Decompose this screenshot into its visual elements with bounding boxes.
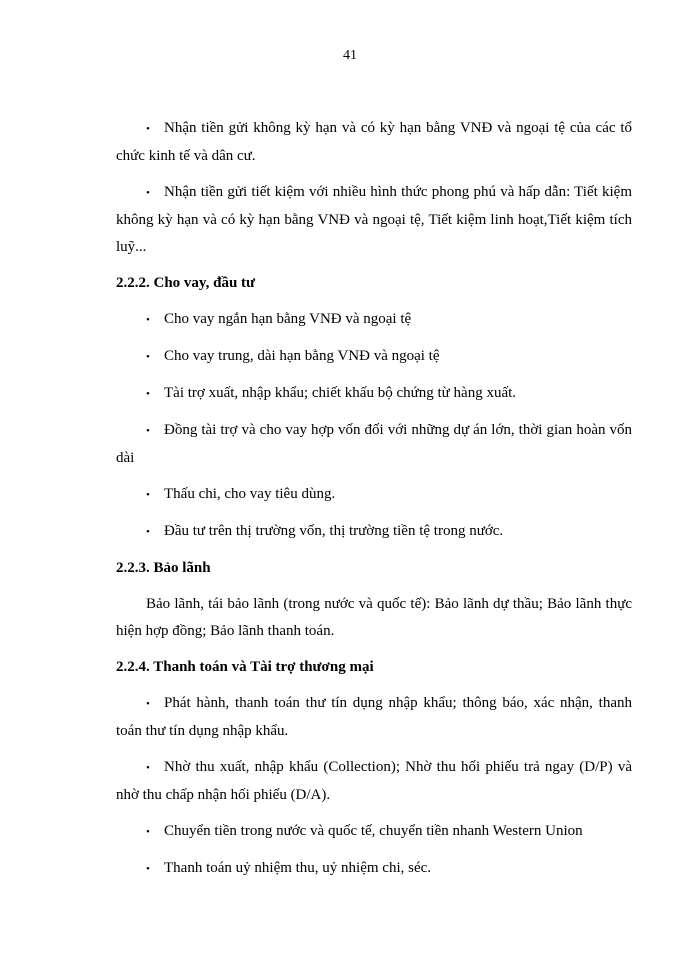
bullet-icon: • <box>146 351 150 363</box>
section-heading-2-2-2: 2.2.2. Cho vay, đầu tư <box>116 275 256 291</box>
paragraph: Bảo lãnh, tái bảo lãnh (trong nước và quốc tế): Bảo lãnh dự thầu; Bảo lãnh thực hiện hợp đồng; Bảo lãnh thanh toán. <box>116 596 632 639</box>
bullet-text: Cho vay trung, dài hạn bằng VNĐ và ngoại tệ <box>164 348 440 364</box>
bullet-icon: • <box>146 698 150 710</box>
bullet-icon: • <box>146 826 150 838</box>
page-number: 41 <box>343 48 357 63</box>
bullet-icon: • <box>146 526 150 538</box>
bullet-item <box>116 115 632 170</box>
bullet-item <box>146 818 632 846</box>
bullet-icon: • <box>146 187 150 199</box>
bullet-text: Nhận tiền gửi không kỳ hạn và có kỳ hạn bằng VNĐ và ngoại tệ của các tổ chức kinh tế và dân cư. <box>116 120 632 164</box>
bullet-text: Đồng tài trợ và cho vay hợp vốn đối với những dự án lớn, thời gian hoàn vốn dài <box>116 422 632 466</box>
bullet-icon: • <box>146 314 150 326</box>
bullet-text: Nhờ thu xuất, nhập khẩu (Collection); Nhờ thu hối phiếu trả ngay (D/P) và nhờ thu chấp nhận hối phiếu (D/A). <box>116 759 632 803</box>
bullet-item <box>146 481 632 509</box>
bullet-text: Tài trợ xuất, nhập khẩu; chiết khấu bộ chứng từ hàng xuất. <box>164 385 517 401</box>
bullet-item <box>116 179 632 261</box>
section-heading-2-2-3: 2.2.3. Bảo lãnh <box>116 560 211 576</box>
section-heading-2-2-4: 2.2.4. Thanh toán và Tài trợ thương mại <box>116 659 374 675</box>
bullet-text: Thấu chi, cho vay tiêu dùng. <box>164 486 336 502</box>
page-content <box>116 115 632 892</box>
bullet-icon: • <box>146 123 150 135</box>
bullet-text: Nhận tiền gửi tiết kiệm với nhiều hình thức phong phú và hấp dẫn: Tiết kiệm không kỳ hạn và có kỳ hạn bằng VNĐ và ngoại tệ, Tiết kiệm linh hoạt,Tiết kiệm tích luỹ... <box>116 184 632 255</box>
bullet-text: Phát hành, thanh toán thư tín dụng nhập khẩu; thông báo, xác nhận, thanh toán thư tín dụng nhập khẩu. <box>116 695 632 739</box>
bullet-text: Đầu tư trên thị trường vốn, thị trường tiền tệ trong nước. <box>164 523 504 539</box>
bullet-item <box>146 380 632 408</box>
bullet-icon: • <box>146 425 150 437</box>
bullet-item <box>116 754 632 809</box>
bullet-icon: • <box>146 388 150 400</box>
bullet-text: Cho vay ngắn hạn bằng VNĐ và ngoại tệ <box>164 311 412 327</box>
bullet-item <box>146 518 632 546</box>
bullet-icon: • <box>146 863 150 875</box>
bullet-text: Chuyển tiền trong nước và quốc tế, chuyển tiền nhanh Western Union <box>164 823 583 839</box>
bullet-text: Thanh toán uỷ nhiệm thu, uỷ nhiệm chi, séc. <box>164 860 432 876</box>
bullet-icon: • <box>146 489 150 501</box>
bullet-item <box>116 690 632 745</box>
bullet-item <box>146 306 632 334</box>
bullet-item <box>146 343 632 371</box>
bullet-item <box>146 855 632 883</box>
bullet-icon: • <box>146 762 150 774</box>
bullet-item <box>116 417 632 472</box>
